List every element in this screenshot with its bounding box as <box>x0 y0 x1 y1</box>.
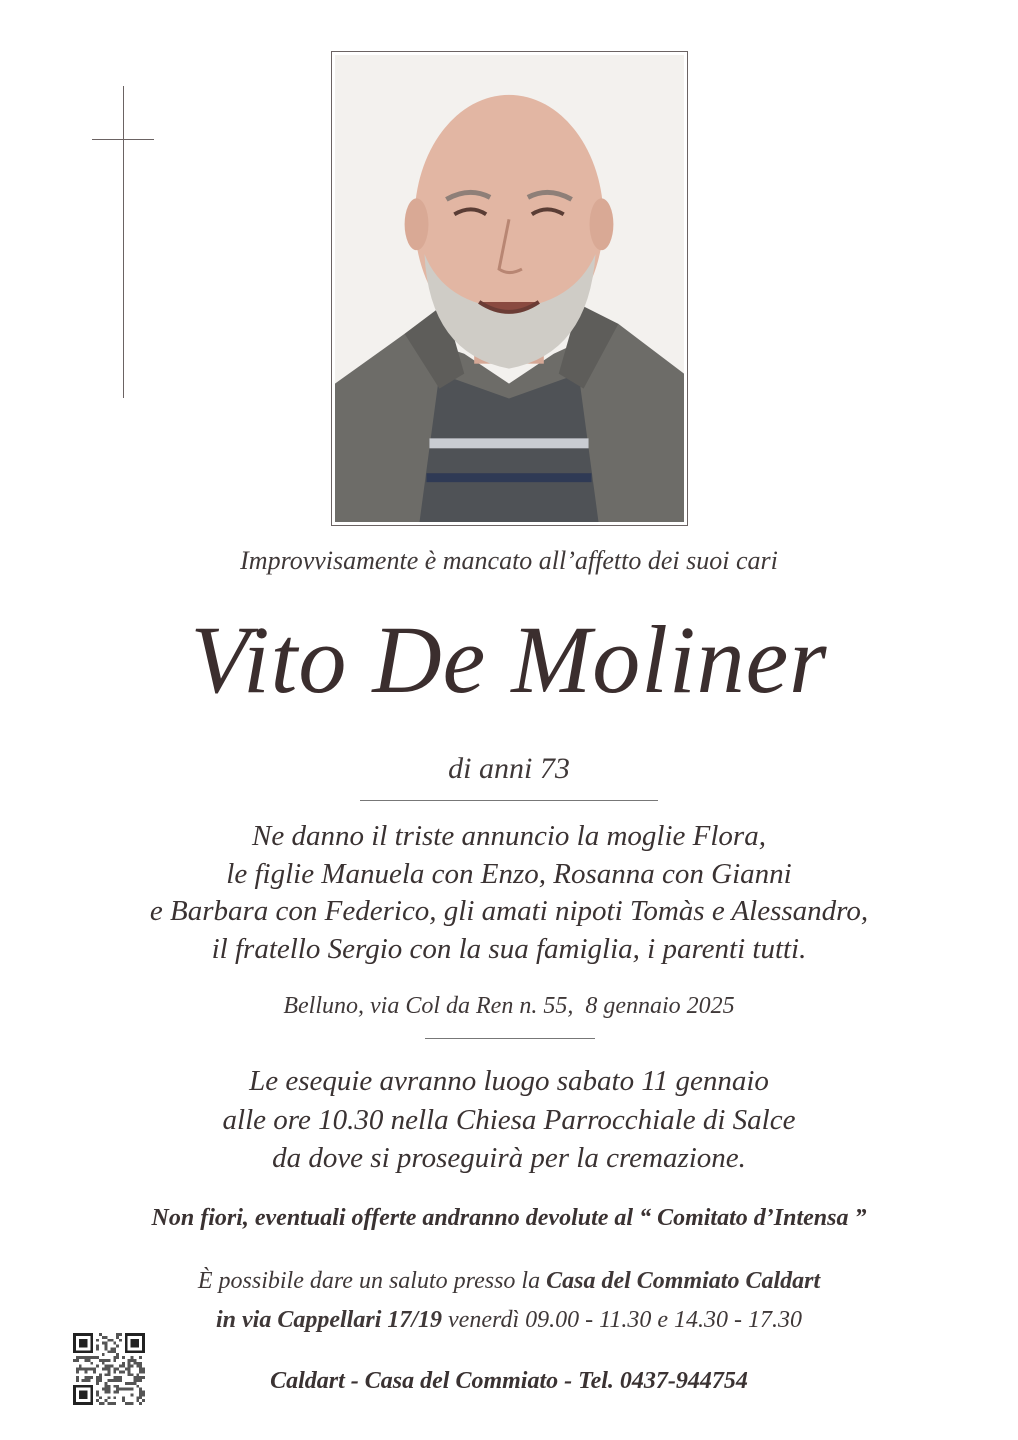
funeral-line: da dove si proseguirà per la cremazione. <box>272 1142 746 1174</box>
funeral-block <box>0 1062 1018 1178</box>
cross-horizontal-line <box>92 139 154 140</box>
greeting-prefix: È possibile dare un saluto presso la <box>197 1268 547 1294</box>
age-text: di anni 73 <box>448 752 570 785</box>
footer-contact: Caldart - Casa del Commiato - Tel. 0437-944754 <box>270 1368 748 1394</box>
funeral-line: Le esequie avranno luogo sabato 11 gennaio <box>249 1065 769 1097</box>
place-date: Belluno, via Col da Ren n. 55, 8 gennaio 2025 <box>283 993 735 1019</box>
announcement-line: il fratello Sergio con la sua famiglia, i parenti tutti. <box>211 932 807 965</box>
divider-rule-short <box>425 1038 595 1039</box>
portrait-frame <box>331 51 688 526</box>
greeting-block <box>0 1262 1018 1340</box>
portrait-illustration <box>335 55 684 522</box>
greeting-line-2 <box>0 1301 1018 1340</box>
portrait-photo <box>335 55 684 522</box>
cross-vertical-line <box>123 86 124 398</box>
announcement-line: Ne danno il triste annuncio la moglie Flora, <box>252 820 766 852</box>
funeral-line: alle ore 10.30 nella Chiesa Parrocchiale di Salce <box>222 1103 796 1136</box>
flowers-notice: Non fiori, eventuali offerte andranno devolute al “ Comitato d’Intensa ” <box>151 1205 867 1231</box>
greeting-hours: venerdì 09.00 - 11.30 e 14.30 - 17.30 <box>442 1307 802 1333</box>
intro-text: Improvvisamente è mancato all’affetto dei suoi cari <box>240 546 778 575</box>
greeting-venue: Casa del Commiato Caldart <box>546 1268 821 1294</box>
divider-rule <box>360 800 658 801</box>
greeting-line-1 <box>0 1262 1018 1301</box>
deceased-name: Vito De Moliner <box>190 606 828 713</box>
greeting-address: in via Cappellari 17/19 <box>216 1307 443 1333</box>
announcement-line: e Barbara con Federico, gli amati nipoti Tomàs e Alessandro, <box>149 895 869 927</box>
announcement-block <box>0 818 1018 968</box>
announcement-line: le figlie Manuela con Enzo, Rosanna con Gianni <box>226 857 792 890</box>
